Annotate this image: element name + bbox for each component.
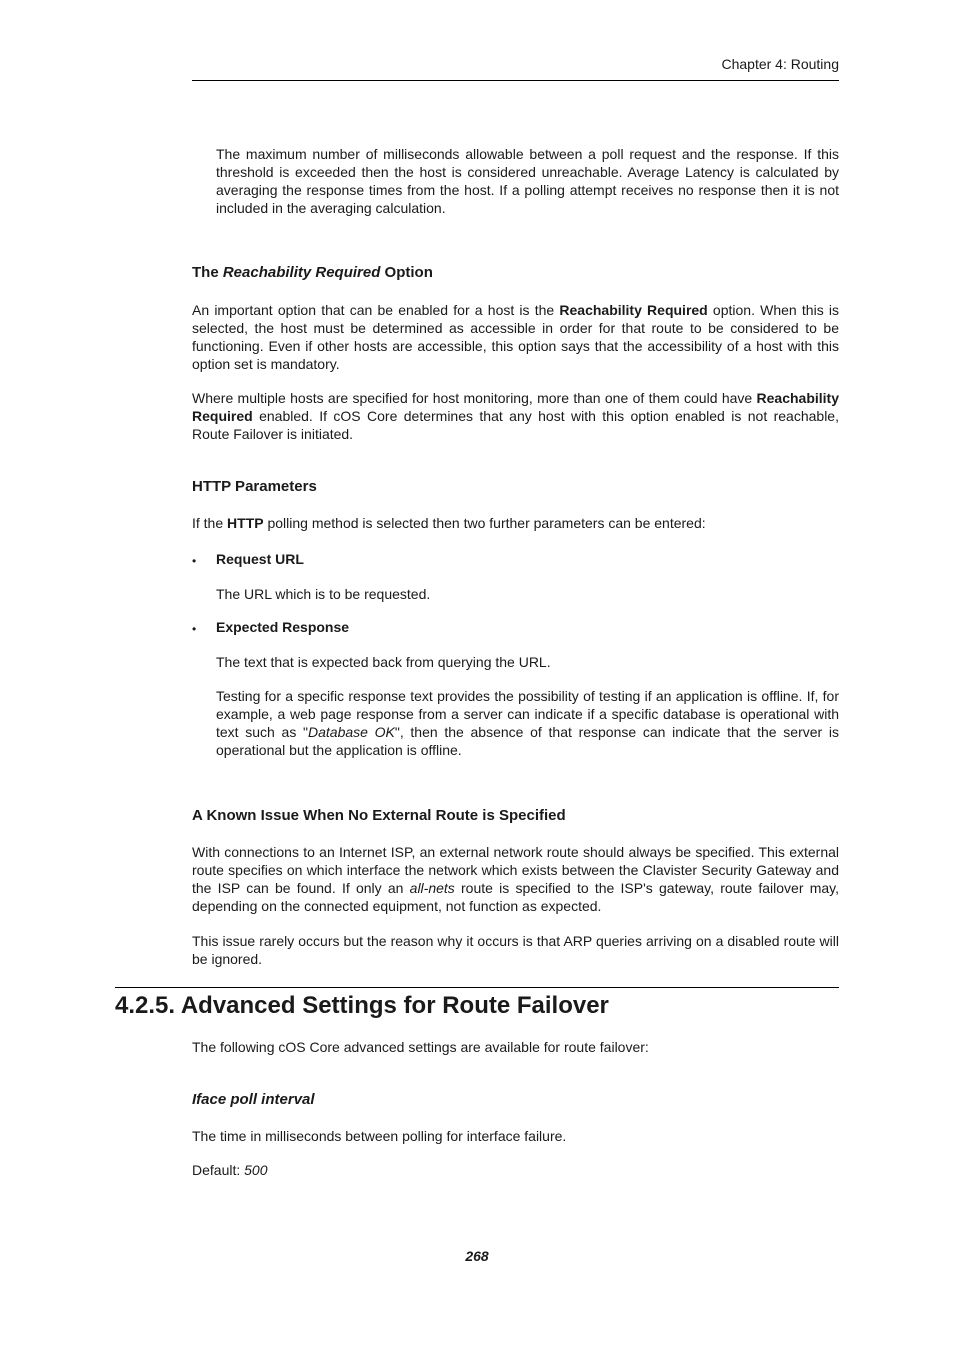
setting-description: The time in milliseconds between polling for interface failure. xyxy=(192,1128,567,1144)
expected-response-label: Expected Response xyxy=(216,619,350,635)
italic-run: all-nets xyxy=(409,880,455,896)
request-url-label: Request URL xyxy=(216,551,304,567)
known-issue-heading: A Known Issue When No External Route is Specified xyxy=(192,807,566,824)
text-run: polling method is selected then two further parameters can be entered: xyxy=(263,515,706,531)
bold-run: HTTP xyxy=(227,515,264,531)
italic-run: Database OK xyxy=(308,724,395,740)
http-paragraph xyxy=(192,514,839,532)
reachability-paragraph-1 xyxy=(192,301,839,373)
text-run: Testing for a specific response text provides the possibility of testing if an application is offline. If, for example, a web page response from a server can indicate if a specific database is operational with text such as " xyxy=(216,688,839,740)
reachability-heading xyxy=(192,264,433,281)
default-value: 500 xyxy=(244,1162,268,1178)
section-divider xyxy=(115,987,839,988)
bullet-icon: • xyxy=(192,622,197,636)
page-number: 268 xyxy=(465,1248,489,1264)
request-url-description: The URL which is to be requested. xyxy=(216,586,431,602)
text-run: If the xyxy=(192,515,228,531)
known-issue-paragraph-1 xyxy=(192,843,839,915)
setting-default xyxy=(192,1161,839,1179)
text-run: With connections to an Internet ISP, an external network route should always be specified. This external route specifies on which interface the network which exists between the Clavister Security Gateway and the ISP can be found. If only an xyxy=(192,844,839,896)
reachability-paragraph-2 xyxy=(192,389,839,443)
header-divider xyxy=(192,80,839,81)
reachability-heading-em: Reachability Required xyxy=(222,264,381,281)
running-header: Chapter 4: Routing xyxy=(721,56,839,72)
text-run: An important option that can be enabled for a host is the xyxy=(192,302,560,318)
bullet-icon: • xyxy=(192,554,197,568)
bold-run: Reachability Required xyxy=(192,390,839,424)
reachability-heading-pre: The xyxy=(192,264,223,281)
section-intro: The following cOS Core advanced settings are available for route failover: xyxy=(192,1039,649,1055)
text-run: ", then the absence of that response can indicate that the server is operational but the application is offline. xyxy=(216,724,839,758)
bold-run: Reachability Required xyxy=(559,302,708,318)
text-run: Where multiple hosts are specified for host monitoring, more than one of them could have xyxy=(192,390,757,406)
known-issue-paragraph-2: This issue rarely occurs but the reason why it occurs is that ARP queries arriving on a disabled route will be ignored. xyxy=(192,933,839,967)
text-run: enabled. If cOS Core determines that any host with this option enabled is not reachable, Route Failover is initiated. xyxy=(192,408,839,442)
expected-response-description: The text that is expected back from querying the URL. xyxy=(216,654,551,670)
default-label: Default: xyxy=(192,1162,245,1178)
http-heading: HTTP Parameters xyxy=(192,478,317,495)
text-run: route is specified to the ISP's gateway, route failover may, depending on the connected equipment, not function as expected. xyxy=(192,880,839,914)
expected-response-paragraph xyxy=(216,687,839,759)
text-run: option. When this is selected, the host must be determined as accessible in order for that route to be considered to be functioning. Even if other hosts are accessible, this option says that the accessibility of a host with this option set is mandatory. xyxy=(192,302,839,372)
setting-name: Iface poll interval xyxy=(192,1091,315,1108)
section-title: 4.2.5. Advanced Settings for Route Failover xyxy=(115,992,609,1019)
latency-paragraph: The maximum number of milliseconds allowable between a poll request and the response. If this threshold is exceeded then the host is considered unreachable. Average Latency is calculated by averaging the response times from the host. If a polling attempt receives no response then it is not included in the averaging calculation. xyxy=(216,146,839,216)
reachability-heading-post: Option xyxy=(380,264,433,281)
